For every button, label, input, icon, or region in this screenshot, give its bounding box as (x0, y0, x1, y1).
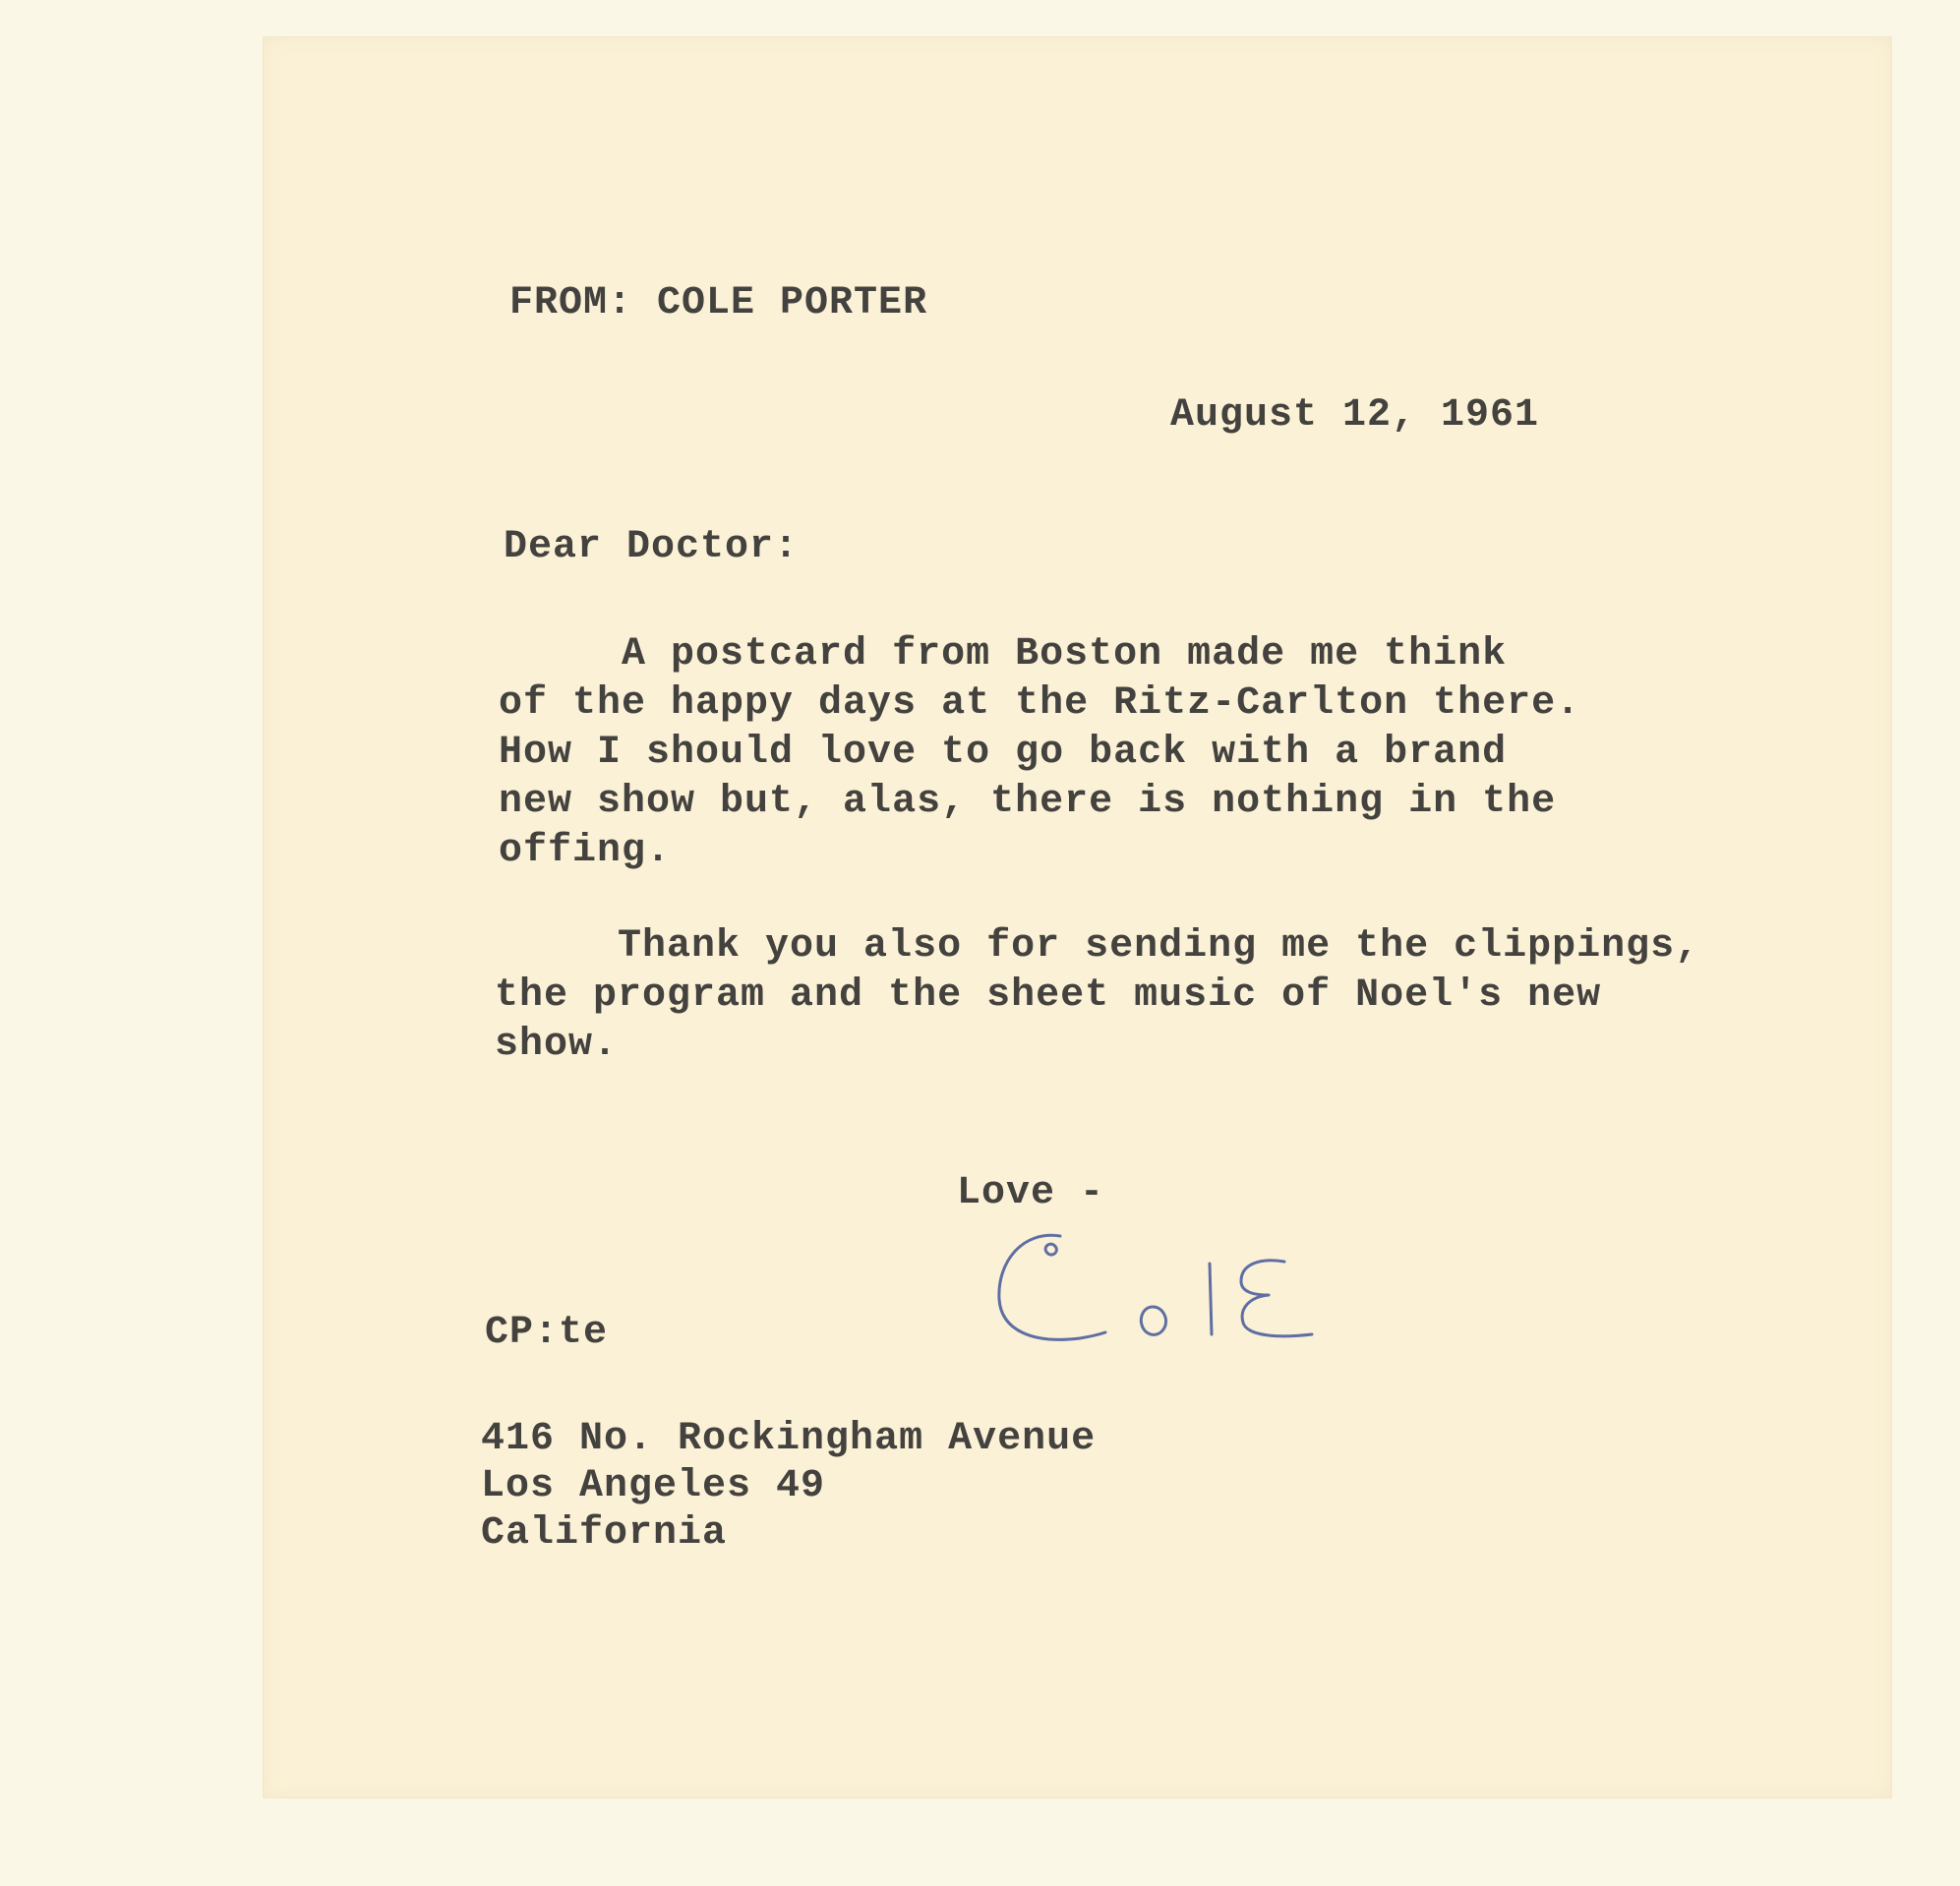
paragraph-1-line: of the happy days at the Ritz-Carlton there. (499, 681, 1581, 726)
typist-initials: CP:te (485, 1311, 609, 1355)
paragraph-1-line: new show but, alas, there is nothing in the (499, 780, 1557, 824)
handwritten-signature (983, 1224, 1337, 1362)
paragraph-2-line: Thank you also for sending me the clippings, (495, 924, 1700, 969)
letter-date: August 12, 1961 (1170, 393, 1540, 438)
paragraph-2-line: the program and the sheet music of Noel's new (495, 973, 1602, 1018)
from-line: FROM: COLE PORTER (509, 281, 928, 325)
paragraph-2 (495, 922, 1699, 1070)
paragraph-1 (499, 630, 1580, 876)
paragraph-1-line: offing. (499, 829, 672, 873)
address-line: California (481, 1511, 728, 1556)
return-address (481, 1416, 1096, 1558)
paragraph-1-line: A postcard from Boston made me think (499, 632, 1508, 677)
address-line: 416 No. Rockingham Avenue (481, 1417, 1097, 1461)
address-line: Los Angeles 49 (481, 1464, 826, 1508)
paragraph-2-line: show. (495, 1023, 619, 1067)
closing: Love - (957, 1171, 1105, 1215)
salutation: Dear Doctor: (504, 525, 800, 569)
paragraph-1-line: How I should love to go back with a brand (499, 731, 1508, 775)
